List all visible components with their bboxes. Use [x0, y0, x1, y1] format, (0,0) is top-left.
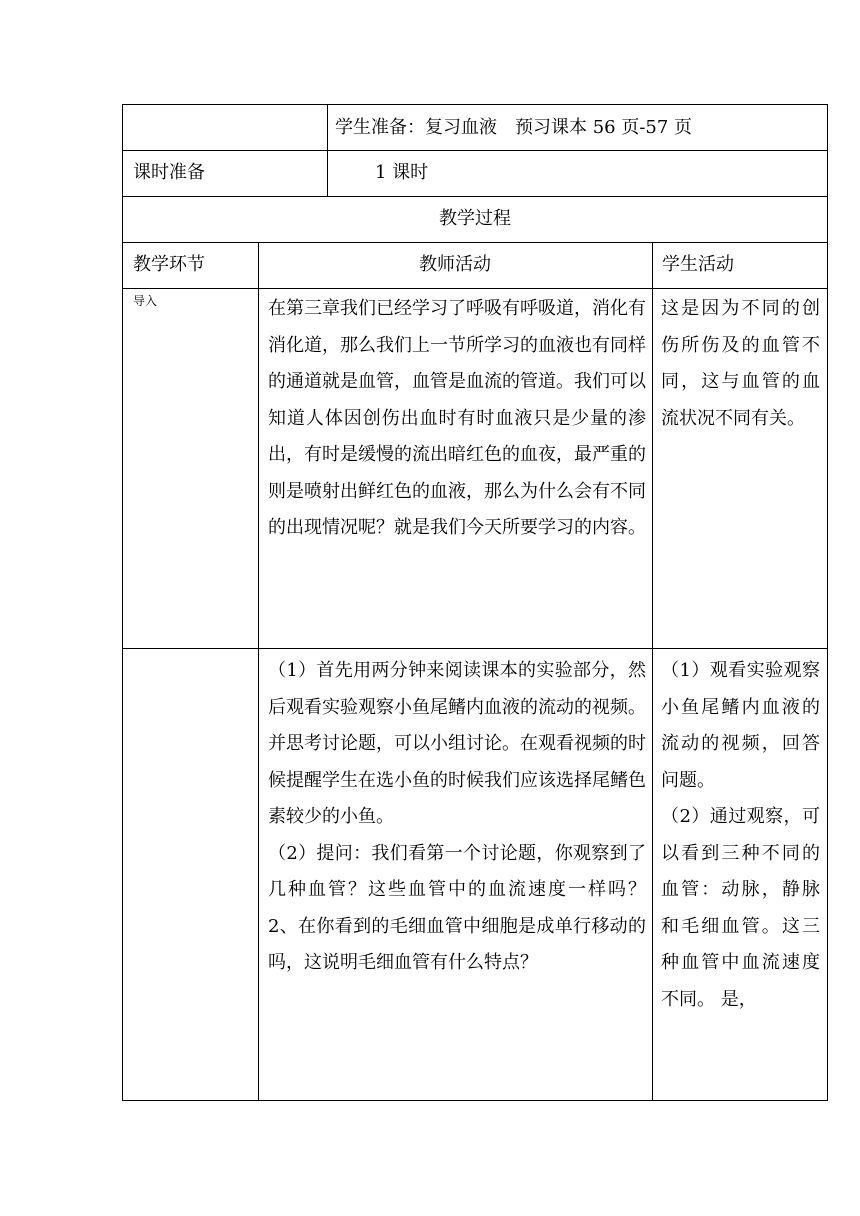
teacher-paragraph: （2）提问：我们看第一个讨论题，你观察到了几种血管？这些血管中的血流速度一样吗？ 2、在你看到的毛细血管中细胞是成单行移动的吗，这说明毛细血管有什么特点？	[268, 842, 664, 973]
student-activity-text	[661, 291, 820, 437]
teacher-paragraph: 在第三章我们已经学习了呼吸有呼吸道，消化有消化道，那么我们上一节所学习的血液也有同样的通道就是血管，血管是血流的管道。我们可以知道人体因创伤出血时有时血液只是少量的渗出，有时是缓慢的流出暗红色的血夜，最严重的则是喷射出鲜红色的血液，那么为什么会有不同的出现情况呢？就是我们今天所要学习的内容。	[268, 298, 646, 538]
lesson-time-value-cell	[327, 150, 828, 197]
section-header: 教学过程	[439, 208, 511, 229]
teacher-activity-text	[268, 291, 646, 547]
stage-label: 导入	[133, 294, 158, 308]
prep-value-cell	[327, 104, 828, 151]
column-header-stage-label: 教学环节	[133, 254, 205, 275]
student-paragraph: （2）通过观察，可以看到三种不同的血管：动脉，静脉和毛细血管。这三种血管中血流速度不同。 是，	[661, 806, 820, 1010]
table-row-activity-student	[652, 648, 828, 1101]
column-header-stage	[122, 242, 259, 289]
student-activity-text	[661, 653, 820, 1018]
lesson-time-value: 1 课时	[375, 162, 429, 183]
teacher-paragraph: （1）首先用两分钟来阅读课本的实验部分，然后观看实验观察小鱼尾鳍内血液的流动的视频。并思考讨论题，可以小组讨论。在观看视频的时候提醒学生在选小鱼的时候我们应该选择尾鳍色素较少的小鱼。	[268, 660, 646, 827]
table-row-intro-stage	[122, 288, 259, 649]
table-row-intro-teacher	[258, 288, 653, 649]
teacher-activity-text	[268, 653, 664, 982]
prep-label-cell	[122, 104, 328, 151]
column-header-student	[652, 242, 828, 289]
student-paragraph: 这是因为不同的创伤所伤及的血管不同，这与血管的血流状况不同有关。	[661, 298, 820, 429]
column-header-teacher	[258, 242, 653, 289]
column-header-student-label: 学生活动	[662, 254, 734, 275]
lesson-time-label: 课时准备	[133, 162, 205, 183]
column-header-teacher-label: 教师活动	[419, 254, 491, 275]
section-header-cell	[122, 196, 828, 243]
table-row-activity-stage	[122, 648, 259, 1101]
lesson-time-label-cell	[122, 150, 328, 197]
prep-value: 学生准备：复习血液 预习课本 56 页-57 页	[335, 117, 693, 138]
student-paragraph: （1）观看实验观察小鱼尾鳍内血液的流动的视频，回答问题。	[661, 660, 820, 791]
table-row-activity-teacher	[258, 648, 664, 1101]
table-row-intro-student	[652, 288, 828, 649]
